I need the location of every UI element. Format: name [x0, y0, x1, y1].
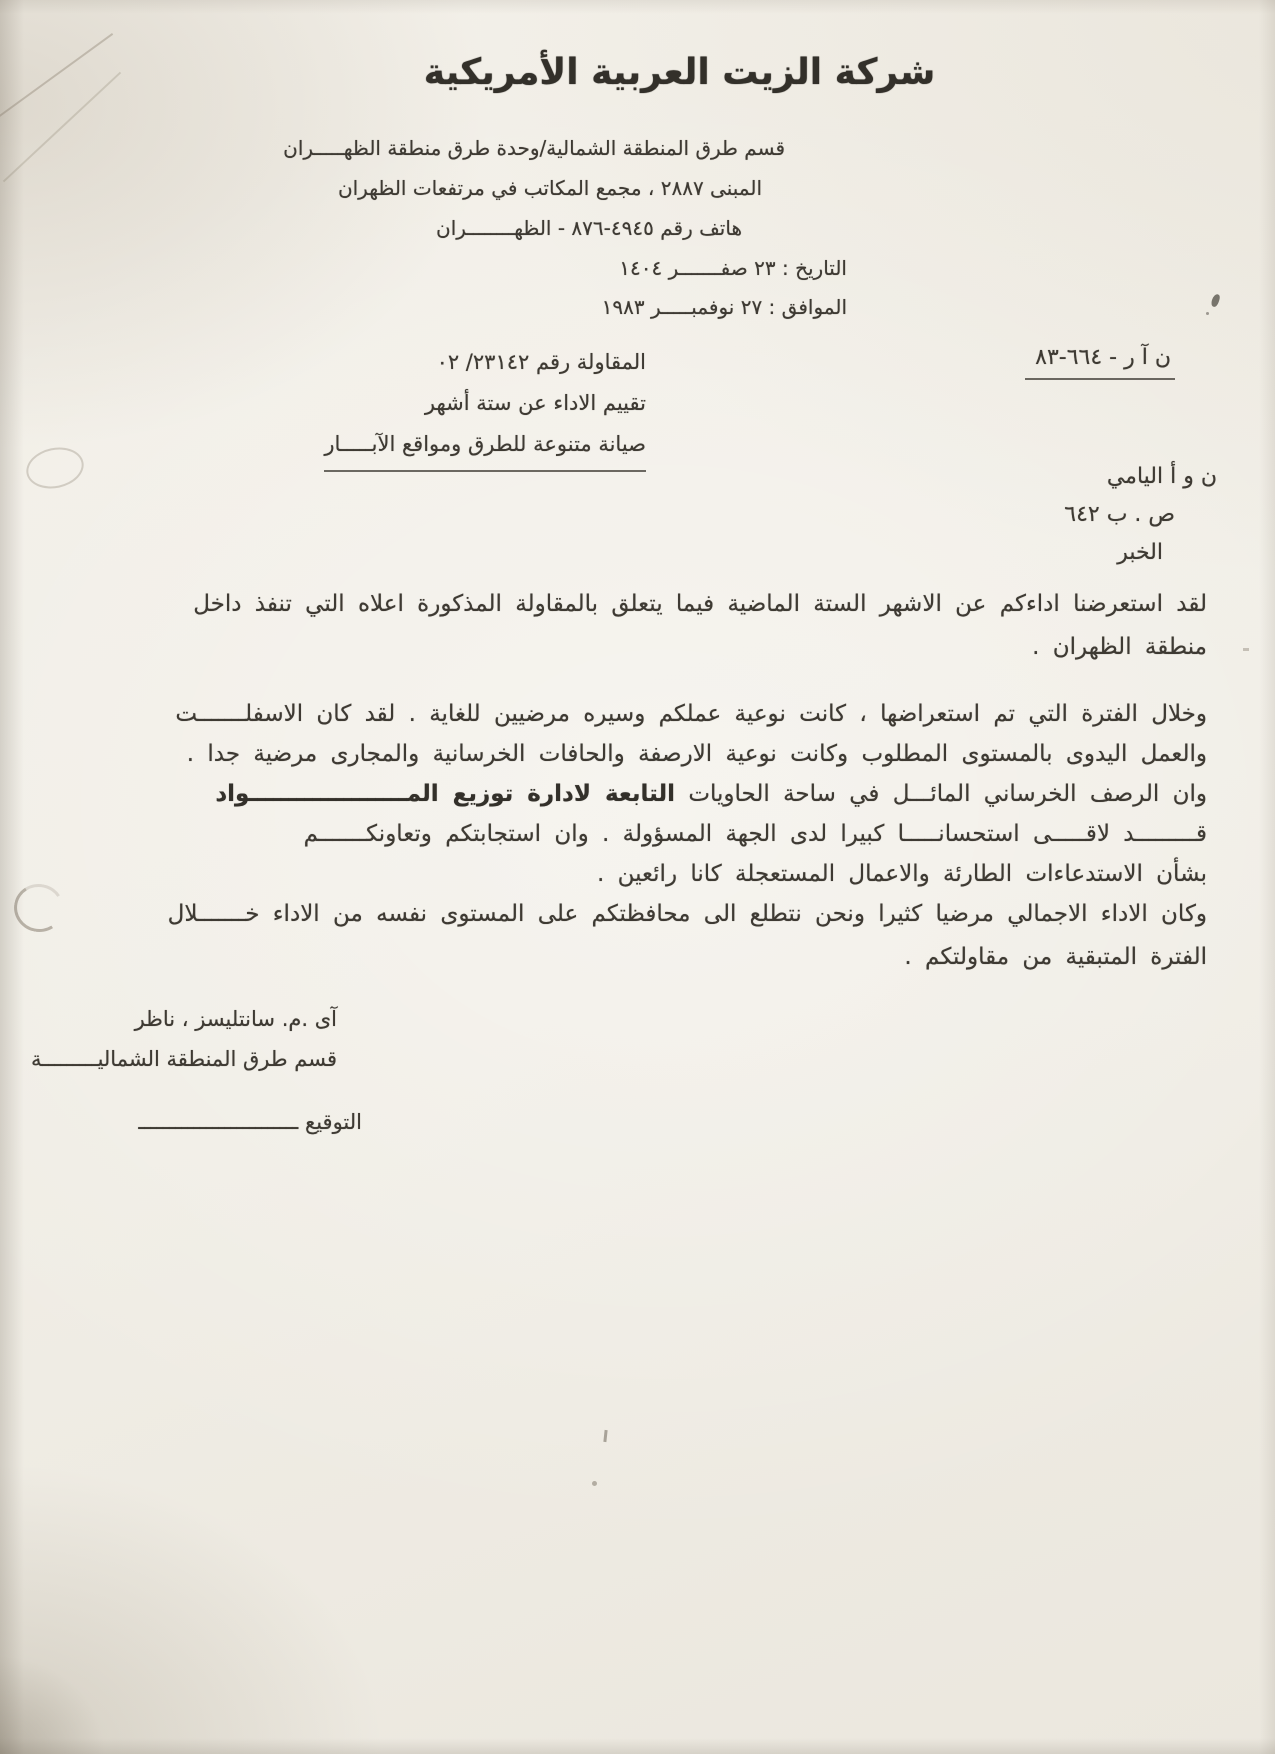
body-line: لقد استعرضنا اداءكم عن الاشهر الستة الماضية فيما يتعلق بالمقاولة المذكورة اعلاه التي تنفذ داخل — [193, 591, 1207, 617]
bottom-left-curl-shadow — [0, 1614, 150, 1754]
top-edge-shadow — [0, 0, 1275, 14]
bottom-speck-1 — [603, 1430, 607, 1442]
ellipse-stain-mark — [22, 442, 87, 493]
ink-speck-small — [1206, 312, 1209, 315]
body-line: بشأن الاستدعاءات الطارئة والاعمال المستعجلة كانا رائعين . — [596, 861, 1207, 887]
edge-speck — [1243, 648, 1249, 651]
body-line: وخلال الفترة التي تم استعراضها ، كانت نوعية عملكم وسيره مرضيين للغاية . لقد كان الاسفلـــــــت — [175, 701, 1207, 727]
subject-line-maintenance: صيانة متنوعة للطرق ومواقع الآبـــــار — [324, 424, 646, 472]
body-line: منطقة الظهران . — [1032, 634, 1207, 660]
signature-line-row — [138, 1110, 362, 1134]
hijri-date-line: التاريخ : ٢٣ صفـــــــر ١٤٠٤ — [619, 256, 847, 280]
signature-department: قسم طرق المنطقة الشماليـــــــــة — [30, 1047, 337, 1071]
ink-speck — [1210, 293, 1221, 308]
body-line: الفترة المتبقية من مقاولتكم . — [904, 944, 1207, 970]
phone-line: هاتف رقم ٨٧٦‎-‎٤٩٤٥ - الظهــــــــران — [436, 216, 742, 240]
left-edge-shadow — [0, 0, 24, 1754]
bottom-speck-2 — [592, 1481, 597, 1486]
body-line: والعمل اليدوى بالمستوى المطلوب وكانت نوعية الارصفة والحافات الخرسانية والمجارى مرضية جدا . — [186, 741, 1207, 767]
gregorian-date-line: الموافق : ٢٧ نوفمبـــــر ١٩٨٣ — [601, 295, 847, 319]
building-line: المبنى ٢٨٨٧ ، مجمع المكاتب في مرتفعات الظهران — [337, 176, 762, 200]
body-paragraph-1 — [193, 583, 1207, 669]
signature-block — [31, 999, 337, 1079]
body-paragraph-2 — [175, 694, 1207, 894]
company-logo: شركة الزيت العربية الأمريكية — [423, 52, 936, 93]
body-paragraph-3 — [168, 893, 1207, 979]
signature-name: آى .م. سانتليسز ، ناظر — [134, 1007, 337, 1031]
signature-rule: ــــــــــــــــــــــــــ — [138, 1110, 299, 1134]
subject-line-contract: المقاولة رقم ٢٣١٤٢/ ٠٢ — [436, 350, 646, 374]
addressee-pobox: ص . ب ٦٤٢ — [1064, 502, 1175, 527]
right-edge-shadow — [1259, 0, 1275, 1754]
addressee-city: الخبر — [1117, 540, 1163, 565]
bottom-edge-shadow — [0, 1738, 1275, 1754]
department-line: قسم طرق المنطقة الشمالية/وحدة طرق منطقة الظهـــــران — [283, 136, 785, 160]
addressee-name: ن و أ اليامي — [1106, 464, 1217, 489]
body-line: وان الرصف الخرساني المائـــل في ساحة الحاويات التابعة لادارة توزيع المــــــــــــــــــــواد — [215, 781, 1207, 807]
subject-block — [324, 342, 646, 472]
subject-line-evaluation: تقييم الاداء عن ستة أشهر — [424, 391, 646, 415]
signature-label: التوقيع — [305, 1110, 362, 1134]
body-line: وكان الاداء الاجمالي مرضيا كثيرا ونحن نتطلع الى محافظتكم على المستوى نفسه من الاداء خـــــــلال — [167, 901, 1207, 927]
reference-number: ن آ ر - ٨٣‎-‎٦٦٤ — [1025, 345, 1175, 380]
body-line: قـــــــــد لاقـــــى استحسانـــــا كبيرا لدى الجهة المسؤولة . وان استجابتكم وتعاونكـــــــم — [303, 821, 1207, 847]
